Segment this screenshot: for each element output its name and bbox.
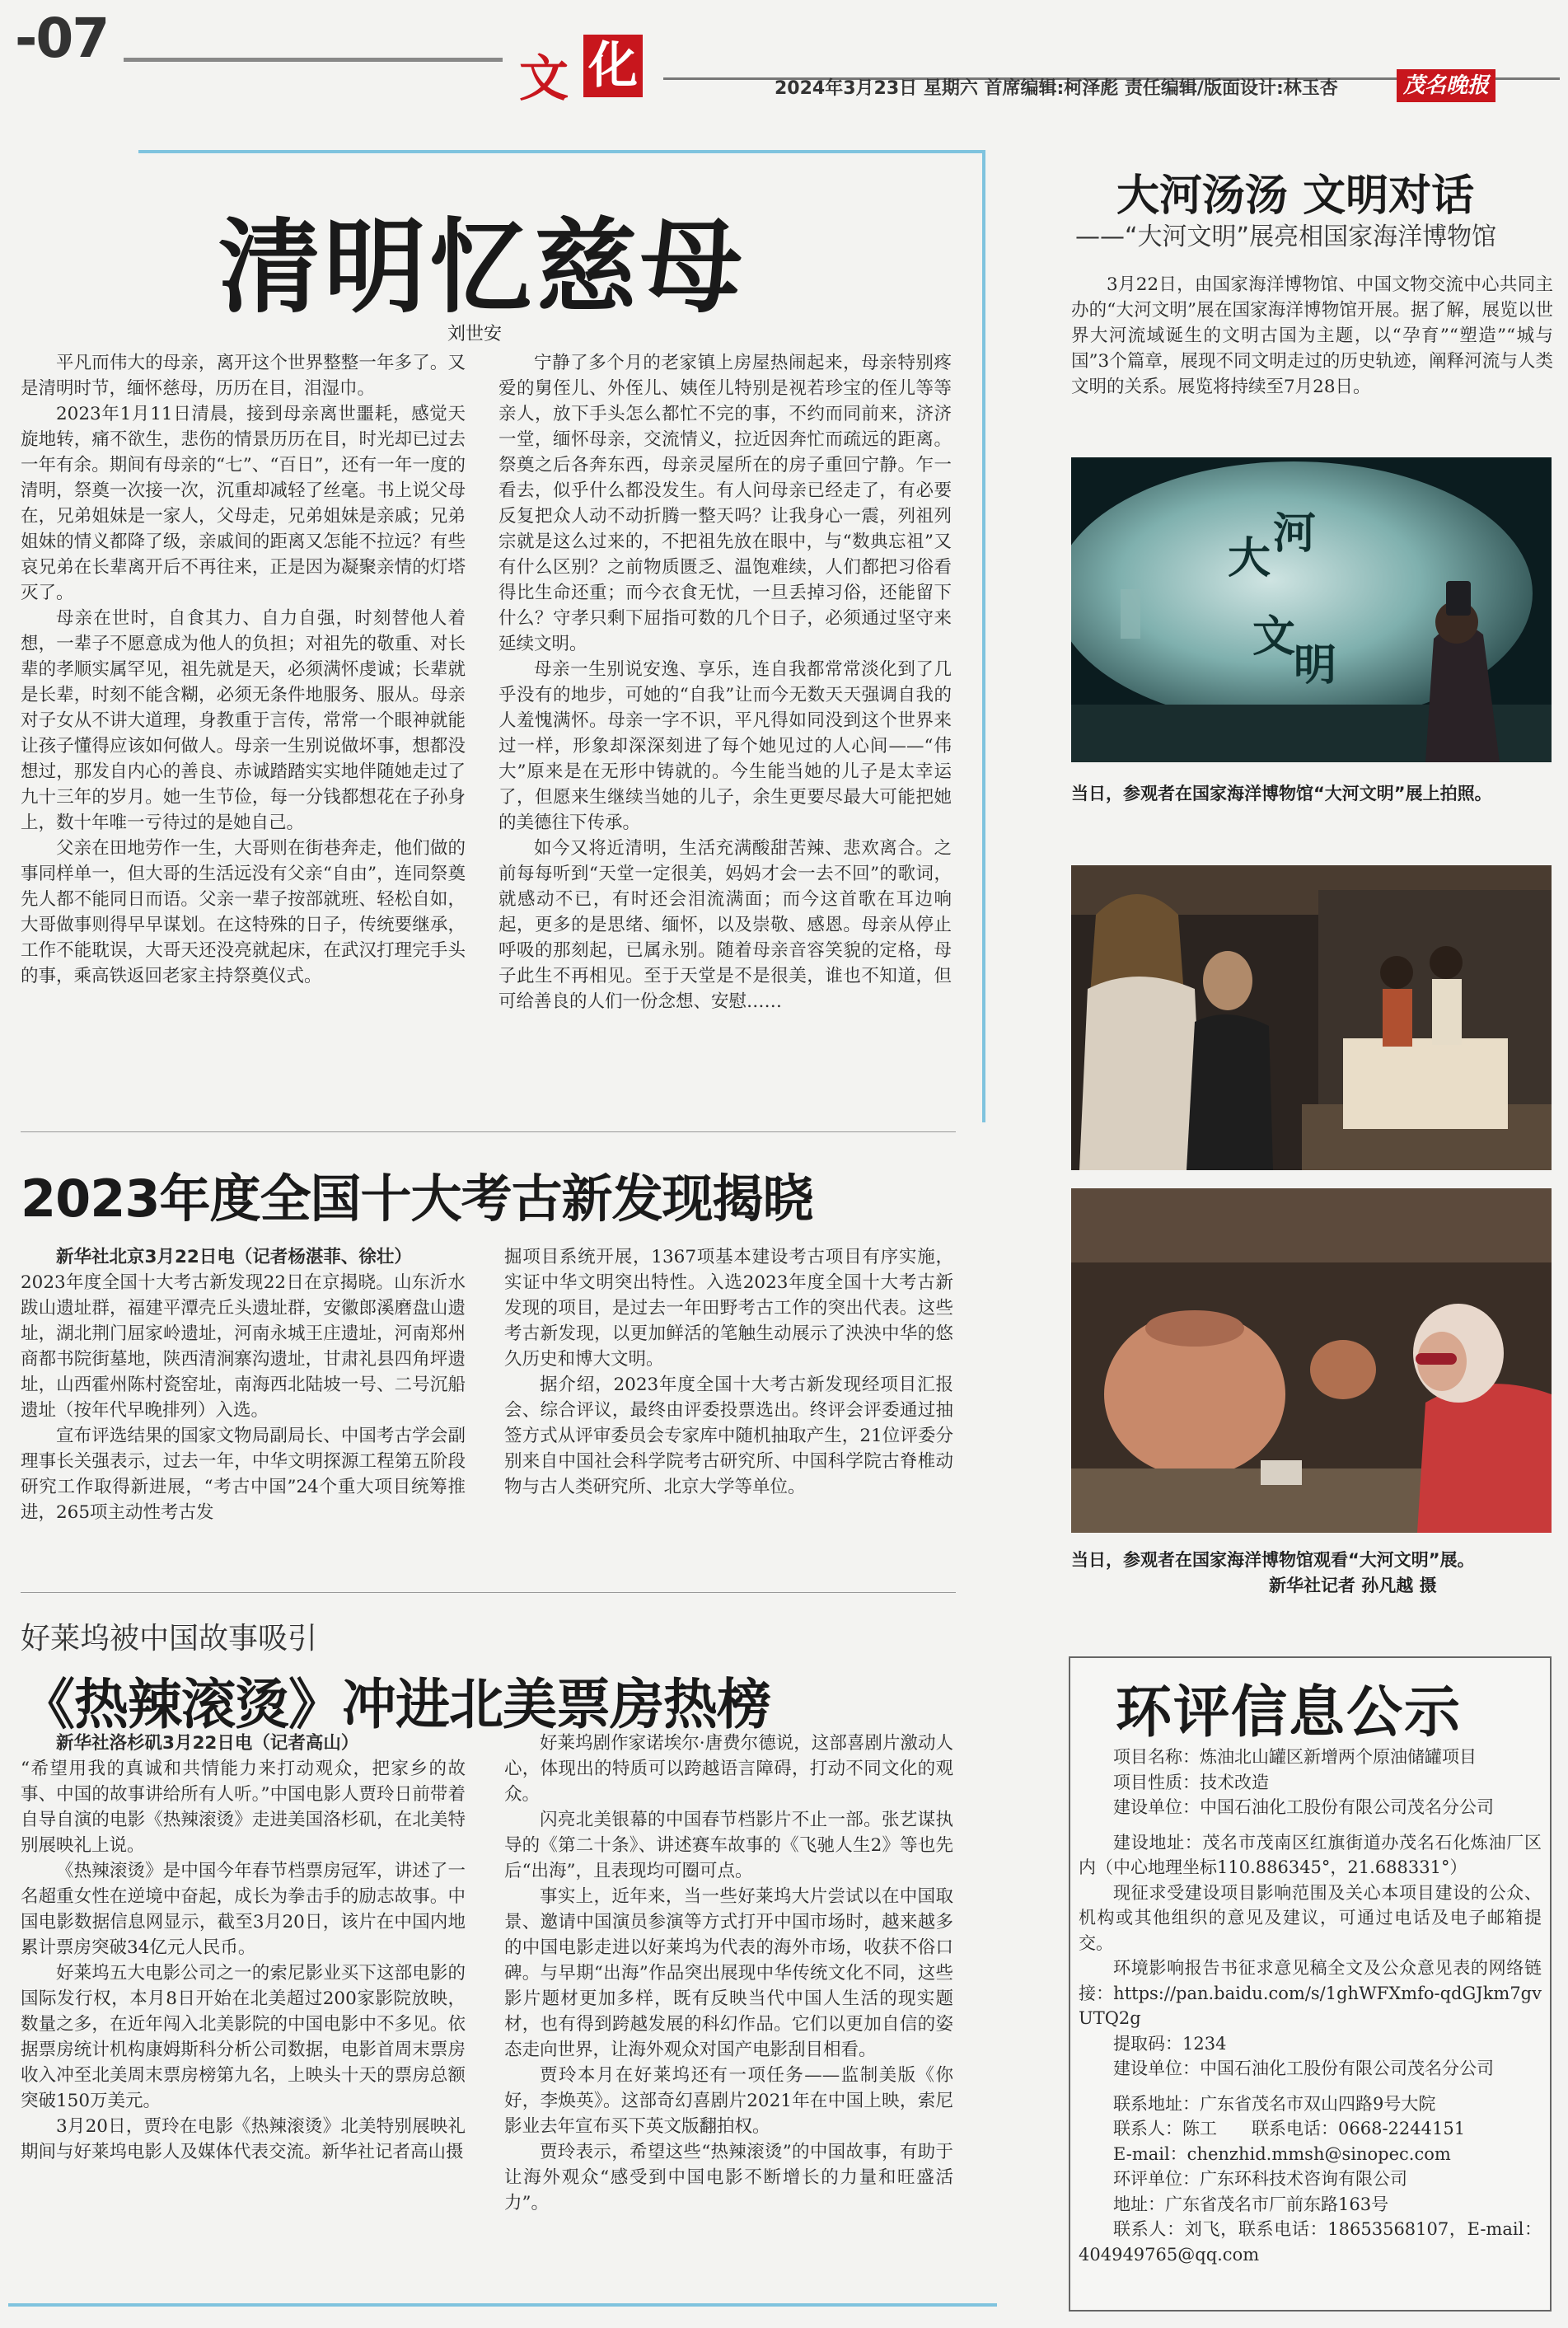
article3-col2-para: 事实上，近年来，当一些好莱坞大片尝试以在中国取景、邀请中国演员参演等方式打开中国市场时，越来越多的中国电影走进以好莱坞为代表的海外市场，收获不俗口碑。与早期“出海”作品突出展现中华传统文化不同，这些影片题材更加多样，既有反映当代中国人生活的现实题材，也有得到跨越发展的科幻作品。它们以更加自信的姿态走向世界，让海外观众对国产电影刮目相看。 xyxy=(504,1886,953,2060)
notice-line: 项目名称：炼油北山罐区新增两个原油储罐项目 xyxy=(1113,1747,1477,1767)
notice-line: 联系人：刘飞，联系电话：18653568107，E-mail：404949765@qq.com xyxy=(1079,2219,1542,2265)
article3-lead: 新华社洛杉矶3月22日电（记者高山） xyxy=(56,1733,359,1754)
notice-line: 建设单位：中国石油化工股份有限公司茂名分公司 xyxy=(1113,2059,1494,2078)
article3-col2 xyxy=(504,1731,953,2216)
article3-col1-para: 3月20日，贾玲在电影《热辣滚烫》北美特别展映礼期间与好莱坞电影人及媒体代表交流。新华社记者高山摄 xyxy=(21,2116,466,2162)
notice-line: 现征求受建设项目影响范围及关心本项目建设的公众、机构或其他组织的意见及建议，可通过电话及电子邮箱提交。 xyxy=(1079,1882,1542,1953)
notice-line: 环境影响报告书征求意见稿全文及公众意见表的网络链接：https://pan.baidu.com/s/1ghWFXmfo-qdGJkm7gvUTQ2g xyxy=(1079,1958,1542,2028)
projection-char: 大 xyxy=(1228,533,1271,583)
section-tag xyxy=(519,33,646,108)
article1-col1 xyxy=(21,350,466,989)
notice-box xyxy=(1069,1656,1552,2312)
caption3 xyxy=(1071,1548,1553,1599)
article3-col2-para: 好莱坞剧作家诺埃尔·唐费尔德说，这部喜剧片激动人心，体现出的特质可以跨越语言障碍，打动不同文化的观众。 xyxy=(504,1733,953,1805)
divider xyxy=(21,1592,956,1593)
photo-exhibit-projection xyxy=(1071,457,1552,762)
article3-col1-para: “希望用我的真诚和共情能力来打动观众，把家乡的故事、中国的故事讲给所有人听。”中国电影人贾玲日前带着自导自演的电影《热辣滚烫》走进美国洛杉矶，在北美特别展映礼上说。 xyxy=(21,1759,466,1856)
article4-subtitle: ——“大河文明”展亮相国家海洋博物馆 xyxy=(1075,222,1497,251)
notice-line: 地址：广东省茂名市厂前东路163号 xyxy=(1113,2194,1389,2214)
projection-char: 文 xyxy=(1252,611,1296,662)
article3-col1-para: 《热辣滚烫》是中国今年春节档票房冠军，讲述了一名超重女性在逆境中奋起，成长为拳击手的励志故事。中国电影数据信息网显示，截至3月20日，该片在中国内地累计票房突破34亿元人民币。 xyxy=(21,1861,466,1958)
article3-title: 《热辣滚烫》冲进北美票房热榜 xyxy=(21,1672,770,1736)
caption3-credit: 新华社记者 孙凡越 摄 xyxy=(1269,1576,1437,1595)
article2-col1-para: 宣布评选结果的国家文物局副局长、中国考古学会副理事长关强表示，过去一年，中华文明探源工程第五阶段研究工作取得新进展，“考古中国”24个重大项目统筹推进，265项主动性考古发 xyxy=(21,1426,466,1523)
article2-col2-para: 掘项目系统开展，1367项基本建设考古项目有序实施，实证中华文明突出特性。入选2023年度全国十大考古新发现的项目，是过去一年田野考古工作的突出代表。这些考古新发现，以更加鲜活的笔触生动展示了泱泱中华的悠久历史和博大文明。 xyxy=(504,1247,953,1370)
divider xyxy=(21,1131,956,1132)
article2-col2 xyxy=(504,1244,953,1500)
article1-col2-para: 母亲一生别说安逸、享乐，连自我都常常淡化到了几乎没有的地步，可她的“自我”让而今无数天天强调自我的人羞愧满怀。母亲一字不识，平凡得如同没到这个世界来过一样，形象却深深刻进了每个她见过的人心间——“伟大”原来是在无形中铸就的。今生能当她的儿子是太幸运了，但愿来生继续当她的儿子，余生更要尽最大可能把她的美德往下传承。 xyxy=(498,659,952,833)
article4-body xyxy=(1071,272,1553,400)
article3-col2-para: 贾玲本月在好莱坞还有一项任务——监制美版《你好，李焕英》。这部奇幻喜剧片2021年在中国上映，索尼影业去年宣布买下英文版翻拍权。 xyxy=(504,2065,953,2137)
newspaper-logo: 茂名晚报 xyxy=(1397,69,1495,102)
caption3-text: 当日，参观者在国家海洋博物馆观看“大河文明”展。 xyxy=(1071,1550,1475,1570)
article1-col1-para: 平凡而伟大的母亲，离开这个世界整整一年多了。又是清明时节，缅怀慈母，历历在目，泪湿巾。 xyxy=(21,353,466,399)
photo-pottery-visitor xyxy=(1071,1188,1552,1533)
article1-col2 xyxy=(498,350,952,1014)
notice-line: 提取码：1234 xyxy=(1113,2033,1227,2054)
projection-char: 河 xyxy=(1273,508,1317,559)
projection-char: 明 xyxy=(1294,640,1337,691)
photo-statue-visitors xyxy=(1071,865,1552,1170)
caption1 xyxy=(1071,781,1553,807)
article3-col2-para: 闪亮北美银幕的中国春节档影片不止一部。张艺谋执导的《第二十条》、讲述赛车故事的《飞驰人生2》等也先后“出海”，且表现均可圈可点。 xyxy=(504,1810,953,1881)
article4-title: 大河汤汤 文明对话 xyxy=(1116,171,1475,221)
caption1-text: 当日，参观者在国家海洋博物馆“大河文明”展上拍照。 xyxy=(1071,784,1492,803)
article1-col1-para: 2023年1月11日清晨，接到母亲离世噩耗，感觉天旋地转，痛不欲生，悲伤的情景历历在目，时光却已过去一年有余。期间有母亲的“七”、“百日”，还有一年一度的清明，祭奠一次接一次，沉重却减轻了丝毫。书上说父母在，兄弟姐妹是一家人，父母走，兄弟姐妹是亲戚；兄弟姐妹的情义都降了级，亲戚间的距离又怎能不拉远？有些哀兄弟在长辈离开后不再往来，正是因为凝聚亲情的灯塔灭了。 xyxy=(21,404,466,603)
article2-lead: 新华社北京3月22日电（记者杨湛菲、徐壮） xyxy=(56,1247,412,1267)
article3-col1 xyxy=(21,1731,466,2165)
article3-col2-para: 贾玲表示，希望这些“热辣滚烫”的中国故事，有助于让海外观众“感受到中国电影不断增长的力量和旺盛活力”。 xyxy=(504,2142,953,2213)
notice-line: 建设地址：茂名市茂南区红旗街道办茂名石化炼油厂区内（中心地理坐标110.886345°，21.688331°） xyxy=(1079,1832,1542,1877)
header-info: 2024年3月23日 星期六 首席编辑:柯泽彪 责任编辑/版面设计:林玉杏 xyxy=(775,78,1338,99)
article2-col1 xyxy=(21,1244,466,1525)
article1-col1-para: 父亲在田地劳作一生，大哥则在街巷奔走，他们做的事同样单一，但大哥的生活远没有父亲“自由”，连同祭奠先人都不能同日而语。父亲一辈子按部就班、轻松自如，大哥做事则得早早谋划。在这特殊的日子，传统要继承，工作不能耽误，大哥天还没亮就起床，在武汉打理完手头的事，乘高铁返回老家主持祭奠仪式。 xyxy=(21,838,466,986)
notice-line: 建设单位：中国石油化工股份有限公司茂名分公司 xyxy=(1113,1797,1494,1817)
article1-author: 刘世安 xyxy=(447,324,503,344)
bottom-frame xyxy=(8,2303,997,2307)
section-char-2: 化 xyxy=(583,35,643,97)
notice-line: 联系地址：广东省茂名市双山四路9号大院 xyxy=(1113,2093,1436,2114)
notice-line: 项目性质：技术改造 xyxy=(1113,1772,1269,1792)
article1-col2-para: 宁静了多个月的老家镇上房屋热闹起来，母亲特别疼爱的舅侄儿、外侄儿、姨侄儿特别是视若珍宝的侄儿等等亲人，放下手头怎么都忙不完的事，不约而同前来，济济一堂，缅怀母亲，交流情义，拉近因奔忙而疏远的距离。祭奠之后各奔东西，母亲灵屋所在的房子重回宁静。乍一看去，似乎什么都没发生。有人问母亲已经走了，有必要反复把众人动不动折腾一整天吗？让我身心一震，列祖列宗就是这么过来的，不把祖先放在眼中，与“数典忘祖”又有什么区别？之前物质匮乏、温饱难续，人们都把习俗看得比生命还重；而今衣食无忧，一旦丢掉习俗，还能留下什么？守孝只剩下屈指可数的几个日子，必须通过坚守来延续文明。 xyxy=(498,353,952,654)
section-char-1: 文 xyxy=(519,50,569,108)
notice-line: 联系人：陈工 联系电话：0668-2244151 xyxy=(1113,2119,1466,2138)
article1-title: 清明忆慈母 xyxy=(218,208,747,327)
notice-title: 环评信息公示 xyxy=(1116,1679,1463,1745)
page-number: -07 xyxy=(15,7,109,70)
header-rule-left xyxy=(124,58,503,62)
article2-col2-para: 据介绍，2023年度全国十大考古新发现经项目汇报会、综合评议，最终由评委投票选出。终评会评委通过抽签方式从评审委员会专家库中随机抽取产生，21位评委分别来自中国社会科学院考古研究所、中国科学院古脊椎动物与古人类研究所、北京大学等单位。 xyxy=(504,1375,953,1497)
notice-line: E-mail：chenzhid.mmsh@sinopec.com xyxy=(1113,2143,1451,2164)
article3-kicker: 好莱坞被中国故事吸引 xyxy=(21,1622,318,1656)
article3-col1-para: 好莱坞五大电影公司之一的索尼影业买下这部电影的国际发行权，本月8日开始在北美超过200家影院放映，数量之多，在近年闯入北美影院的中国电影中不多见。依据票房统计机构康姆斯科分析公司数据，电影首周末票房收入冲至北美周末票房榜第九名，上映头十天的票房总额突破150万美元。 xyxy=(21,1963,466,2111)
article1-col1-para: 母亲在世时，自食其力、自力自强，时刻替他人着想，一辈子不愿意成为他人的负担；对祖先的敬重、对长辈的孝顺实属罕见，祖先就是天，必须满怀虔诚；长辈就是长辈，时刻不能含糊，必须无条件地服务、服从。母亲对子女从不讲大道理，身教重于言传，常常一个眼神就能让孩子懂得应该如何做人。母亲一生别说做坏事，想都没想过，那发自内心的善良、赤诚踏踏实实地伴随她走过了九十三年的岁月。她一生节俭，每一分钱都想花在子孙身上，数十年唯一亏待过的是她自己。 xyxy=(21,608,466,833)
article2-col1-para: 2023年度全国十大考古新发现22日在京揭晓。山东沂水跋山遗址群，福建平潭壳丘头遗址群，安徽郎溪磨盘山遗址，湖北荆门屈家岭遗址，河南永城王庄遗址，河南郑州商都书院街墓地，陕西清涧寨沟遗址，甘肃礼县四角坪遗址，山西霍州陈村瓷窑址，南海西北陆坡一号、二号沉船遗址（按年代早晚排列）入选。 xyxy=(21,1272,466,1421)
article2-title: 2023年度全国十大考古新发现揭晓 xyxy=(21,1169,813,1229)
article1-col2-para: 如今又将近清明，生活充满酸甜苦辣、悲欢离合。之前每每听到“天堂一定很美，妈妈才会一去不回”的歌词，就感动不已，有时还会泪流满面；而今这首歌在耳边响起，更多的是思绪、缅怀，以及崇敬、感恩。母亲从停止呼吸的那刻起，已属永别。随着母亲音容笑貌的定格，母子此生不再相见。至于天堂是不是很美，谁也不知道，但可给善良的人们一份念想、安慰…… xyxy=(498,838,952,1012)
notice-body xyxy=(1079,1745,1542,2267)
article4-para: 3月22日，由国家海洋博物馆、中国文物交流中心共同主办的“大河文明”展在国家海洋博物馆开展。据了解，展览以世界大河流域诞生的文明古国为主题，以“孕育”“塑造”“城与国”3个篇章，展现不同文明走过的历史轨迹，阐释河流与人类文明的关系。展览将持续至7月28日。 xyxy=(1071,274,1553,397)
notice-line: 环评单位：广东环科技术咨询有限公司 xyxy=(1113,2169,1407,2189)
